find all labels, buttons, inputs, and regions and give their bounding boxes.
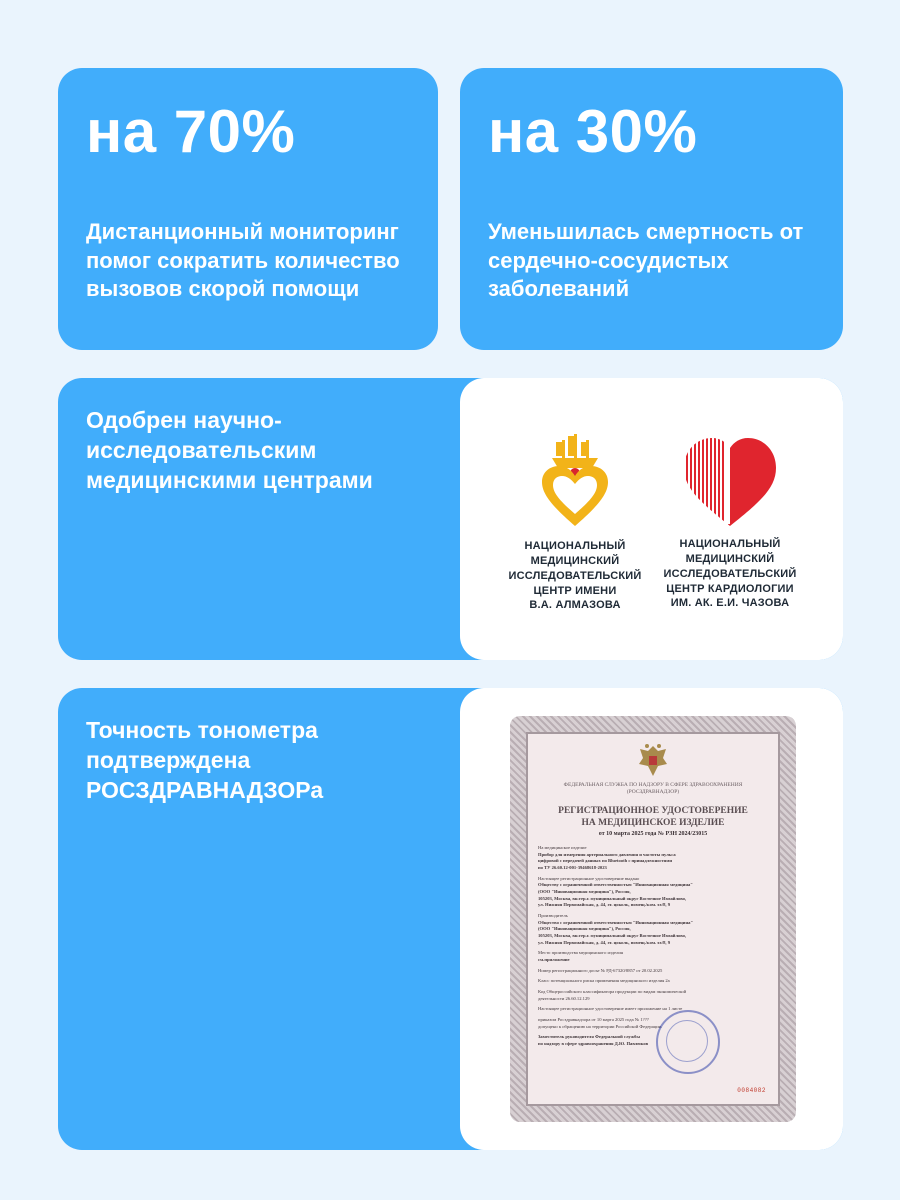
- certificate-date: от 10 марта 2025 года № РЗН 2024/23015: [598, 831, 708, 838]
- stat-description: Дистанционный мониторинг помог сократить количество вызовов скорой помощи: [86, 219, 400, 302]
- almazov-heart-ship-icon: [540, 428, 610, 528]
- certificate-line: ул. Нижняя Первомайская, д. 44, эт. цоколь, помещ./ком. хх/8, 9: [538, 902, 671, 908]
- stat-description: Уменьшилась смертность от сердечно-сосудистых заболеваний: [488, 219, 804, 302]
- chazov-caption: НАЦИОНАЛЬНЫЙ МЕДИЦИНСКИЙ ИССЛЕДОВАТЕЛЬСКИЙ ЦЕНТР КАРДИОЛОГИИ ИМ. АК. Е.И. ЧАЗОВА: [663, 538, 797, 610]
- certificate-line: Прибор для измерения артериального давления и частоты пульса: [538, 851, 676, 857]
- certificate-line: (ООО "Инновационная медицина"), Россия,: [538, 889, 631, 894]
- certificate-line: Класс потенциального риска применения медицинского изделия 2а: [538, 978, 670, 984]
- certificate-line: Общество с ограниченной ответственностью "Инновационная медицина": [538, 919, 693, 925]
- certificate-line: по надзору в сфере здравоохранения Д.Ю. Павлюков: [538, 1040, 649, 1046]
- certificate-sheet: [526, 732, 780, 1106]
- certificate-line: см.приложение: [538, 956, 570, 962]
- approval-text: Одобрен научно-исследовательским медицинскими центрами: [86, 407, 373, 493]
- certificate-line: 105203, Москва, вн.тер.г. муниципальный округ Восточное Измайлово,: [538, 932, 687, 938]
- almazov-caption: НАЦИОНАЛЬНЫЙ МЕДИЦИНСКИЙ ИССЛЕДОВАТЕЛЬСКИЙ ЦЕНТР ИМЕНИ В.А. АЛМАЗОВА: [508, 540, 642, 612]
- certificate-serial: 0084082: [737, 1087, 766, 1094]
- certificate-line: Код Общероссийского классификатора продукции по видам экономической: [538, 988, 687, 994]
- certificate-line: приказом Росздравнадзора от 10 марта 2025 года № 1???: [538, 1016, 649, 1022]
- certificate-line: ул. Нижняя Первомайская, д. 44, эт. цоколь, помещ./ком. хх/8, 9: [538, 939, 671, 945]
- certificate-line: деятельности 26.60.12.129: [538, 995, 590, 1001]
- certificate-line: Настоящее регистрационное удостоверение имеет приложение на 1 листе: [538, 1006, 683, 1012]
- certificate-line: 105203, Москва, вн.тер.г. муниципальный округ Восточное Измайлово,: [538, 895, 687, 901]
- stat-card-ambulance: [58, 68, 438, 350]
- certificate-line: Место производства медицинского изделия: [538, 950, 623, 956]
- certificate-line: Производитель: [538, 912, 568, 918]
- certificate-line: по ТУ 26.60.12-001-39468618-2023: [538, 865, 607, 871]
- seal-stamp-icon: [656, 1010, 720, 1074]
- stat-value: на 70%: [86, 98, 296, 165]
- certificate-line: (ООО "Инновационная медицина"), Россия,: [538, 926, 631, 932]
- certificate-line: Номер регистрационного досье № РД-67320/8857 от 20.02.2025: [538, 967, 663, 973]
- certificate-line: Заместитель руководителя Федеральной службы: [538, 1034, 640, 1040]
- stat-card-mortality: [460, 68, 843, 350]
- certificate-line: Обществу с ограниченной ответственностью "Инновационная медицина": [538, 882, 693, 888]
- approval-card: [58, 378, 843, 660]
- certificate-line: цифровой с передачей данных по Bluetooth с принадлежностями: [538, 858, 673, 864]
- chazov-center-logo: [655, 430, 805, 611]
- certificate-line: Настоящее регистрационное удостоверение выдано: [538, 875, 640, 881]
- stat-value: на 30%: [488, 98, 698, 165]
- almazov-center-logo: [500, 428, 650, 613]
- accuracy-text: Точность тонометра подтверждена РОСЗДРАВНАДЗОРа: [86, 717, 324, 803]
- certificate-title: РЕГИСТРАЦИОННОЕ УДОСТОВЕРЕНИЕ НА МЕДИЦИНСКОЕ ИЗДЕЛИЕ: [558, 806, 748, 828]
- certificate-agency: ФЕДЕРАЛЬНАЯ СЛУЖБА ПО НАДЗОРУ В СФЕРЕ ЗДРАВООХРАНЕНИЯ (РОСЗДРАВНАДЗОР): [563, 782, 743, 796]
- certificate-line: На медицинское изделие: [538, 845, 587, 851]
- certificate-panel: [460, 688, 843, 1150]
- logos-panel: [460, 378, 843, 660]
- coat-of-arms-icon: [538, 742, 768, 778]
- registration-certificate: [510, 716, 796, 1122]
- accuracy-card: [58, 688, 843, 1150]
- certificate-body: [538, 845, 768, 1047]
- chazov-striped-heart-icon: [682, 430, 778, 528]
- certificate-line: допущено к обращению на территории Российской Федерации.: [538, 1023, 663, 1029]
